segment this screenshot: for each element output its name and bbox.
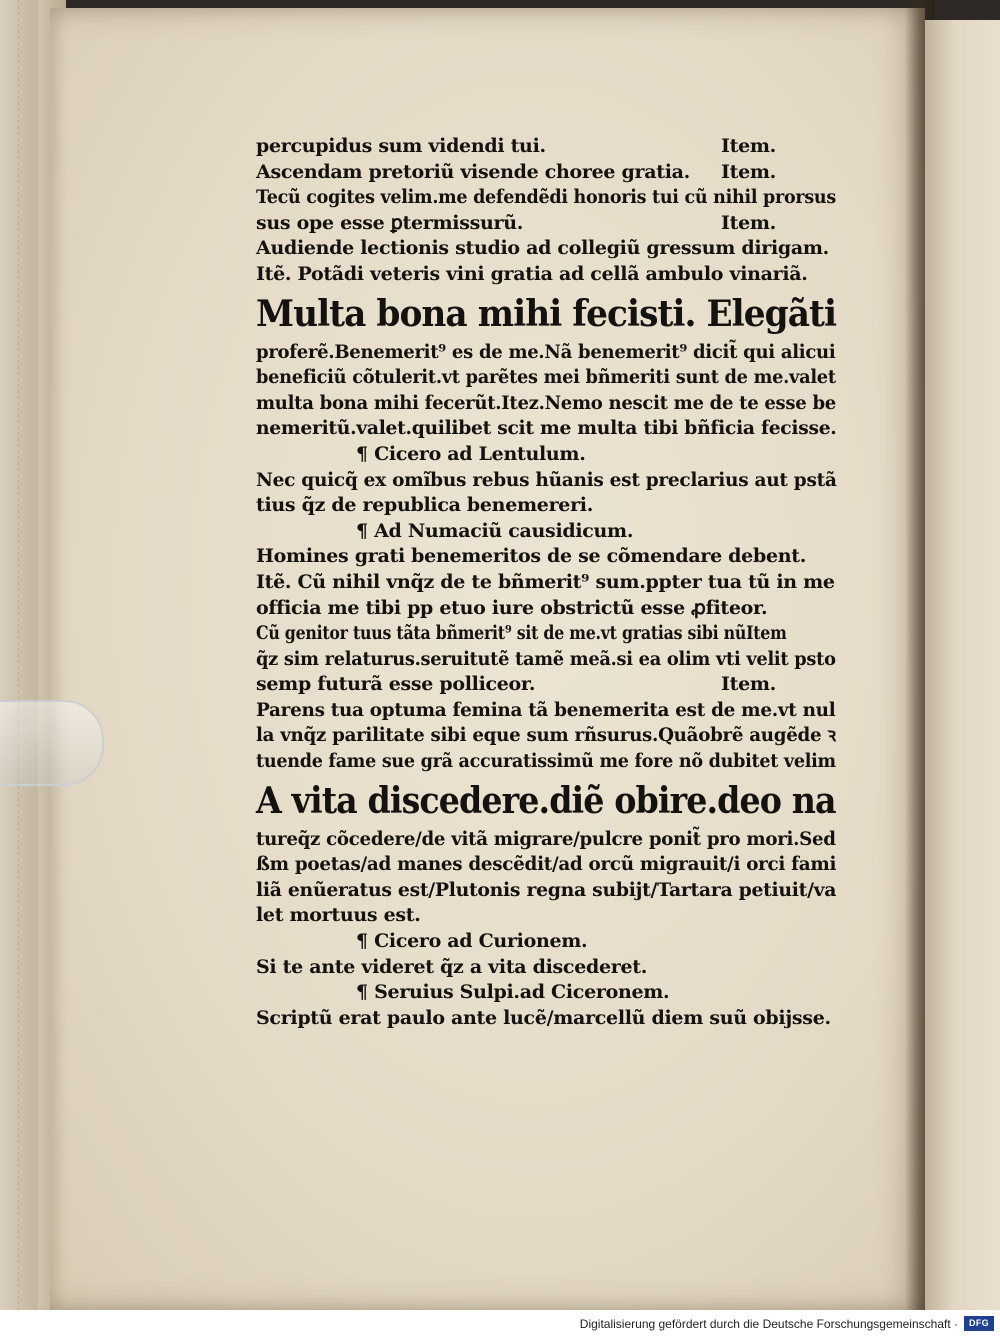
text-line: [256, 955, 836, 981]
line-marker: [776, 596, 836, 622]
line-text: A vita discedere.diẽ obire.deo na: [256, 779, 836, 822]
text-line: [256, 621, 787, 647]
dfg-logo: DFG: [964, 1316, 994, 1331]
line-text: nemeritũ.valet.quilibet scit me multa tibi bñficia fecisse.: [256, 417, 837, 440]
line-text: Homines grati benemeritos de se cõmendare debent.: [256, 545, 807, 568]
text-line: [256, 211, 836, 237]
text-line: [256, 519, 836, 545]
text-line: [256, 442, 836, 468]
text-line: [256, 134, 836, 160]
text-line: [256, 1006, 836, 1032]
text-line: [256, 160, 836, 186]
facing-page: [925, 20, 1000, 1310]
line-text: beneficiũ cõtulerit.vt parẽtes mei bñmeriti sunt de me.valet: [256, 366, 836, 389]
text-line: [256, 416, 837, 442]
line-text: ¶ Cicero ad Curionem.: [356, 930, 588, 953]
line-text: multa bona mihi fecerũt.Itez.Nemo nescit me de te esse be: [256, 391, 836, 414]
line-marker: Item.: [721, 160, 776, 183]
line-text: Nec quicq̃ ex omĩbus rebus hũanis est preclarius aut pstã: [256, 468, 837, 491]
line-text: q̃z sim relaturus.seruitutẽ tamẽ meã.si ea olim vti velit psto: [256, 647, 836, 670]
line-text: la vnq̃z parilitate sibi eque sum rñsurus.Quãobrẽ augẽde ꝛ: [256, 724, 836, 747]
line-text: officia me tibi pp etuo iure obstrictũ esse ꝓfiteor.: [256, 596, 768, 619]
line-marker: Item.: [721, 211, 776, 234]
line-text: Cũ genitor tuus tãta bñmerit⁹ sit de me.vt gratias sibi nũ: [256, 622, 747, 645]
printed-text-block: [256, 134, 836, 1031]
line-text: Tecũ cogites velim.me defendẽdi honoris tui cũ nihil prorsus: [256, 186, 836, 209]
line-text: Audiende lectionis studio ad collegiũ gressum dirigam.: [256, 237, 829, 260]
footer-bar: [0, 1310, 1000, 1337]
line-text: semp futurã esse polliceor.: [256, 673, 536, 696]
line-text: sus ope esse ꝑtermissurũ.: [256, 211, 524, 234]
line-marker: Item.: [721, 673, 776, 696]
line-text: percupidus sum videndi tui.: [256, 135, 546, 157]
line-text: Itẽ. Potãdi veteris vini gratia ad cellã ambulo vinariã.: [256, 262, 808, 285]
line-text: ¶ Seruius Sulpi.ad Ciceronem.: [356, 981, 670, 1004]
line-text: ßm poetas/ad manes descẽdit/ad orcũ migrauit/i orci fami: [256, 853, 837, 876]
line-text: let mortuus est.: [256, 904, 421, 927]
text-line: [256, 852, 837, 878]
line-text: Scriptũ erat paulo ante lucẽ/marcellũ diem suũ obijsse.: [256, 1006, 831, 1029]
text-line: [256, 236, 836, 262]
text-line: [256, 647, 836, 673]
line-text: tuende fame sue grã accuratissimũ me fore nõ dubitet velim: [256, 750, 836, 773]
text-line: [256, 878, 837, 904]
line-text: Multa bona mihi fecisti. Elegãti: [256, 292, 837, 335]
text-line: [256, 262, 836, 288]
text-line: [256, 340, 836, 366]
text-line: [256, 723, 836, 749]
text-line: [256, 698, 836, 724]
funding-notice: Digitalisierung gefördert durch die Deutsche Forschungsgemeinschaft ·: [579, 1317, 958, 1331]
line-text: Ascendam pretoriũ visende choree gratia.: [256, 160, 690, 183]
text-line: [256, 672, 836, 698]
text-line: [256, 929, 836, 955]
heading-line: [256, 775, 836, 827]
text-line: [256, 749, 836, 775]
text-line: [256, 596, 836, 622]
text-line: [256, 185, 836, 211]
text-line: [256, 365, 836, 391]
line-marker: Item.: [721, 135, 776, 157]
page-clip: [0, 700, 104, 786]
line-text: ¶ Cicero ad Lentulum.: [356, 442, 586, 465]
line-text: Itẽ. Cũ nihil vnq̃z de te bñmerit⁹ sum.ppter tua tũ in me: [256, 570, 835, 593]
line-text: Parens tua optuma femina tã benemerita est de me.vt nul: [256, 698, 836, 721]
text-line: [256, 570, 836, 596]
line-text: liã enũeratus est/Plutonis regna subijt/Tartara petiuit/va: [256, 878, 837, 901]
line-text: proferẽ.Benemerit⁹ es de me.Nã benemerit⁹ dicit̃ qui alicui: [256, 340, 836, 363]
line-marker: Item: [746, 622, 787, 645]
heading-line: [256, 288, 837, 340]
line-text: tureq̃z cõcedere/de vitã migrare/pulcre ponit̃ pro mori.Sed: [256, 827, 836, 850]
text-line: [256, 903, 836, 929]
text-line: [256, 391, 836, 417]
text-line: [256, 827, 836, 853]
line-text: tius q̃z de republica benemereri.: [256, 494, 594, 517]
text-line: [256, 980, 836, 1006]
text-line: [256, 493, 836, 519]
text-line: [256, 468, 837, 494]
text-line: [256, 544, 836, 570]
line-text: ¶ Ad Numaciũ causidicum.: [356, 519, 634, 542]
line-text: Si te ante videret q̃z a vita discederet.: [256, 955, 648, 978]
